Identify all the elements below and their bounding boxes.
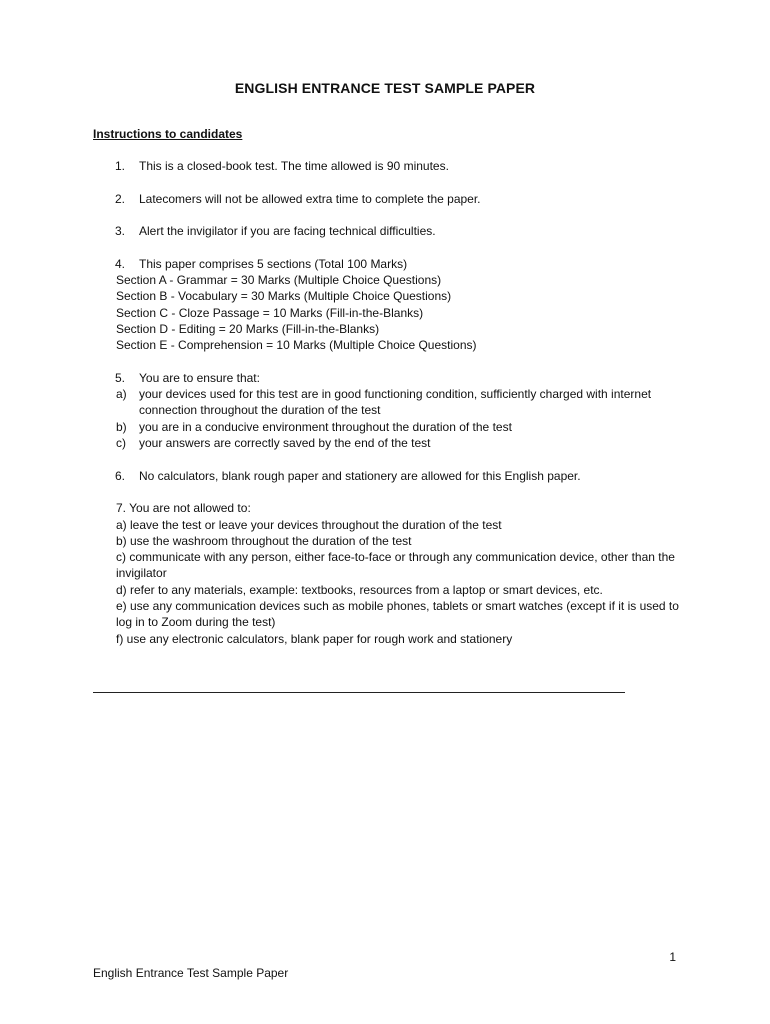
instruction-2: [93, 191, 693, 207]
section-line: Section A - Grammar = 30 Marks (Multiple Choice Questions): [116, 273, 442, 288]
sub-item: b) use the washroom throughout the duration of the test: [116, 533, 412, 548]
sub-item: [93, 386, 693, 419]
page-title: ENGLISH ENTRANCE TEST SAMPLE PAPER: [234, 80, 536, 96]
instruction-text: 7. You are not allowed to:: [116, 501, 251, 516]
instructions-list: [93, 158, 693, 663]
sub-item: d) refer to any materials, example: textbooks, resources from a laptop or smart devices, etc.: [116, 582, 603, 597]
instruction-text: This is a closed-book test. The time allowed is 90 minutes.: [139, 159, 449, 173]
instruction-number: 5.: [115, 370, 126, 385]
sub-item: a) leave the test or leave your devices throughout the duration of the test: [116, 517, 502, 532]
instruction-3: [93, 223, 693, 239]
instruction-6: [93, 468, 693, 484]
instruction-text: Alert the invigilator if you are facing technical difficulties.: [139, 224, 436, 239]
section-line: Section C - Cloze Passage = 10 Marks (Fill-in-the-Blanks): [116, 305, 424, 320]
page-footer: English Entrance Test Sample Paper: [93, 966, 289, 980]
instruction-text: This paper comprises 5 sections (Total 100 Marks): [139, 256, 408, 271]
sub-item: [93, 435, 693, 451]
sub-item: c) communicate with any person, either face-to-face or through any communication device, other than the invigilator: [116, 550, 675, 581]
section-line: Section E - Comprehension = 10 Marks (Multiple Choice Questions): [116, 338, 477, 353]
section-line: Section B - Vocabulary = 30 Marks (Multiple Choice Questions): [116, 289, 452, 304]
instruction-number: 2.: [115, 191, 126, 206]
sub-item-text: your answers are correctly saved by the end of the test: [139, 436, 431, 451]
sub-item: e) use any communication devices such as mobile phones, tablets or smart watches (except if it is used to log in to Zoom during the test): [116, 599, 679, 630]
instruction-text: No calculators, blank rough paper and stationery are allowed for this English paper.: [139, 468, 581, 483]
page-number: 1: [669, 950, 676, 964]
instruction-7: [93, 500, 693, 647]
sub-item-text: you are in a conducive environment throughout the duration of the test: [139, 419, 512, 434]
instruction-number: 1.: [115, 159, 126, 173]
sub-item: [93, 419, 693, 435]
instruction-number: 6.: [115, 468, 126, 483]
sub-item-letter: c): [116, 436, 126, 451]
instruction-number: 3.: [115, 224, 126, 239]
sub-item: f) use any electronic calculators, blank paper for rough work and stationery: [116, 631, 513, 646]
instruction-4: [93, 256, 693, 354]
section-line: Section D - Editing = 20 Marks (Fill-in-the-Blanks): [116, 321, 380, 336]
sub-item-text: your devices used for this test are in good functioning condition, sufficiently charged with internet connection throughout the duration of the test: [139, 387, 652, 418]
instruction-number: 4.: [115, 256, 126, 271]
instruction-1: [93, 158, 693, 174]
instructions-heading: Instructions to candidates: [93, 127, 243, 141]
divider-line: [93, 692, 625, 693]
instruction-5: [93, 370, 693, 451]
sub-item-letter: a): [116, 387, 127, 402]
sub-item-letter: b): [116, 419, 127, 434]
instruction-text: Latecomers will not be allowed extra time to complete the paper.: [139, 191, 481, 206]
instruction-text: You are to ensure that:: [139, 370, 260, 385]
